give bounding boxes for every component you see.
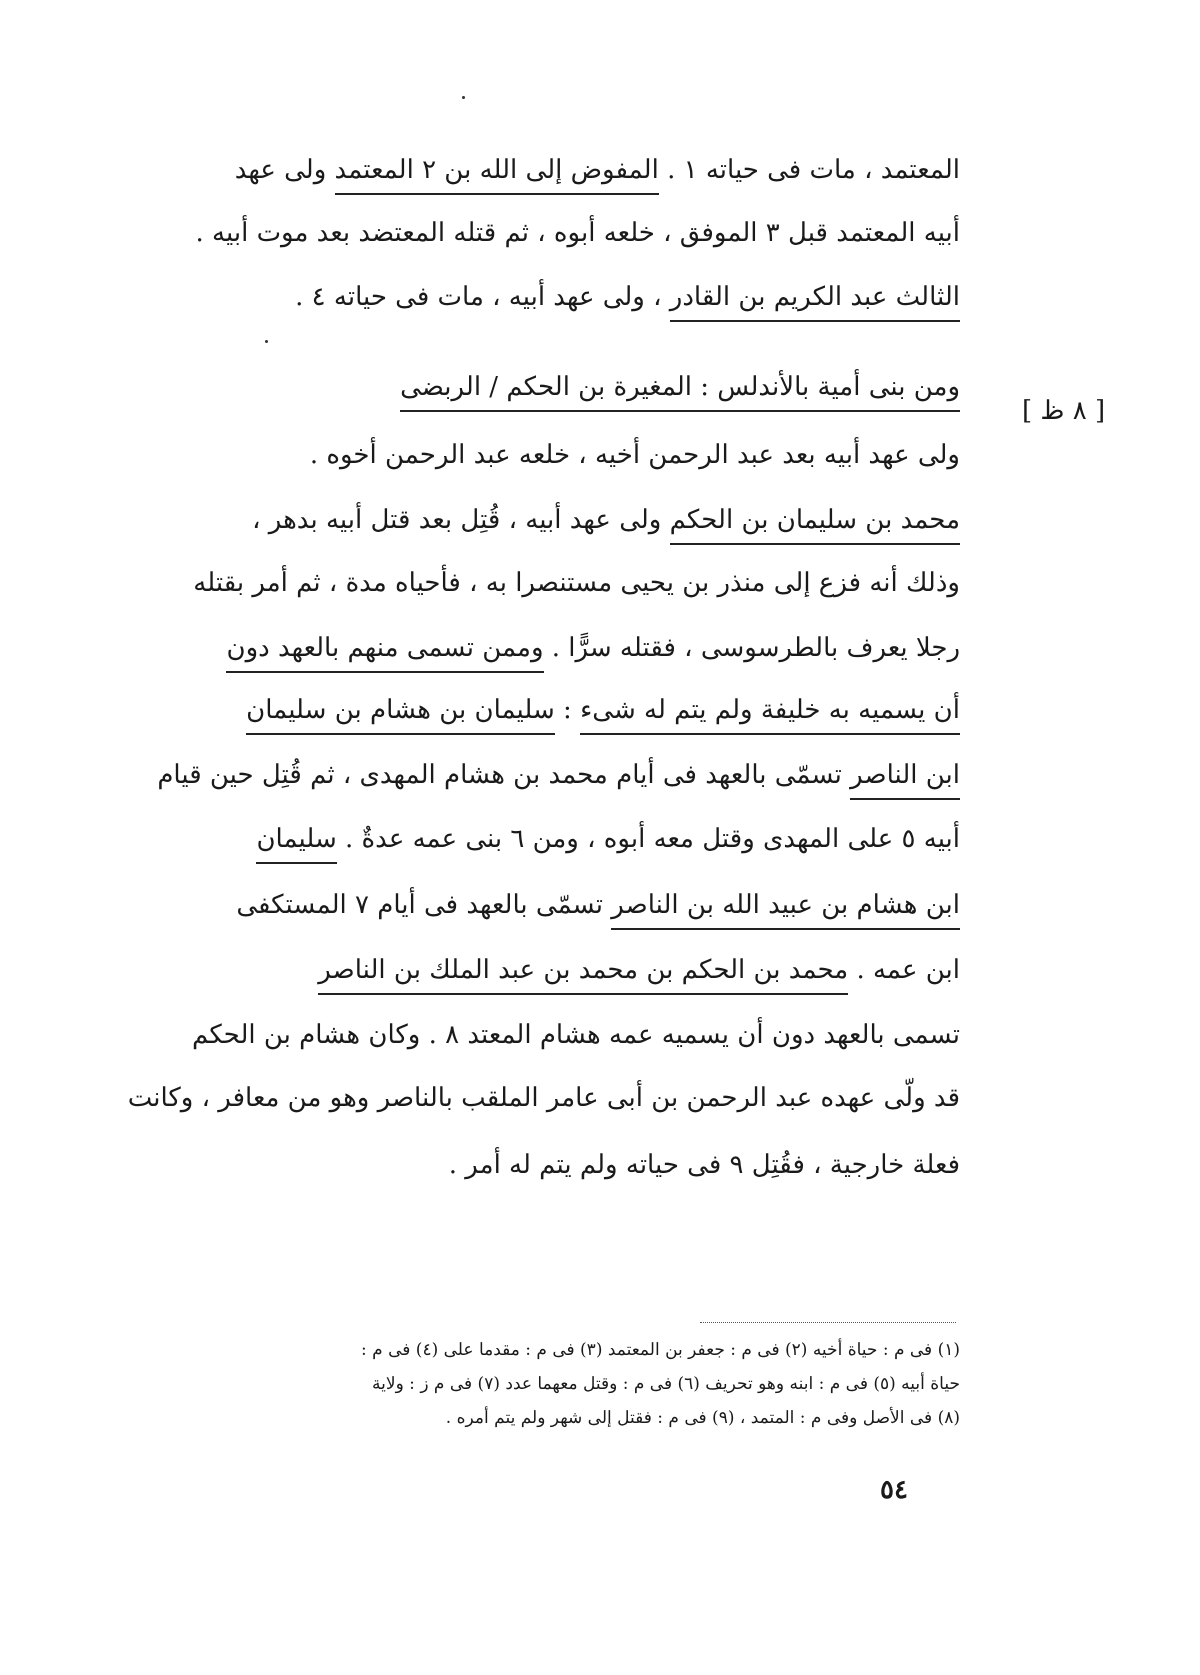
text-line xyxy=(193,568,960,598)
underlined-name: أن يسميه به خليفة ولم يتم له شىء xyxy=(580,695,960,735)
text-line xyxy=(200,695,960,725)
footnote-separator xyxy=(700,1322,956,1323)
footnote-line-1: (١) فى م : حياة أخيه (٢) فى م : جعفر بن المعتمد (٣) فى م : مقدما على (٤) فى م : xyxy=(361,1340,960,1360)
underlined-name: ومن بنى أمية بالأندلس : المغيرة بن الحكم / الربضى xyxy=(400,372,960,412)
text-line xyxy=(200,890,960,920)
text-segment: تسمّى بالعهد فى أيام محمد بن هشام المهدى ، ثم قُتِل حين قيام xyxy=(157,760,851,790)
underlined-name: المفوض إلى الله بن ٢ المعتمد xyxy=(335,155,659,195)
text-line xyxy=(200,372,960,402)
underlined-name: محمد بن سليمان بن الحكم xyxy=(670,505,960,545)
ink-speck xyxy=(265,340,268,343)
text-segment: تسمّى بالعهد فى أيام ٧ المستكفى xyxy=(236,890,612,920)
text-segment: قد ولّى عهده عبد الرحمن بن أبى عامر الملقب بالناصر وهو من معافر ، وكانت xyxy=(127,1083,960,1113)
text-line xyxy=(200,155,960,185)
text-segment: أبيه ٥ على المهدى وقتل معه أبوه ، ومن ٦ بنى عمه عدةٌ . xyxy=(336,824,960,854)
text-line xyxy=(200,282,960,312)
text-line xyxy=(195,218,960,248)
text-line xyxy=(200,955,960,985)
underlined-name: وممن تسمى منهم بالعهد دون xyxy=(226,633,543,673)
text-line xyxy=(192,1020,960,1050)
footnote-line-2: حياة أبيه (٥) فى م : ابنه وهو تحريف (٦) فى م : وقتل معهما عدد (٧) فى م ز : ولاية xyxy=(372,1374,960,1394)
marginal-folio-reference: [ ٨ ظ ] xyxy=(1022,396,1106,426)
underlined-name: ابن الناصر xyxy=(850,760,960,800)
text-segment: ولى عهد xyxy=(234,155,335,185)
text-segment: ، ولى عهد أبيه ، مات فى حياته ٤ . xyxy=(295,282,670,312)
underlined-name: محمد بن الحكم بن محمد بن عبد الملك بن الناصر xyxy=(318,955,848,995)
text-line xyxy=(200,440,960,470)
text-segment: المعتمد ، مات فى حياته xyxy=(697,155,960,185)
footnote-line-3: (٨) فى الأصل وفى م : المتمد ، (٩) فى م : فقتل إلى شهر ولم يتم أمره . xyxy=(445,1408,960,1428)
text-segment: : xyxy=(554,695,581,725)
text-line xyxy=(200,633,960,663)
text-line xyxy=(200,824,960,854)
ink-speck xyxy=(462,96,465,99)
underlined-name: ابن هشام بن عبيد الله بن الناصر xyxy=(611,890,960,930)
page-number: ٥٤ xyxy=(880,1475,908,1505)
text-segment: ابن عمه . xyxy=(848,955,960,985)
text-segment: فعلة خارجية ، فقُتِل ٩ فى حياته ولم يتم له أمر . xyxy=(448,1150,960,1180)
text-segment: ولى عهد أبيه ، قُتِل بعد قتل أبيه بدهر ، xyxy=(252,505,670,535)
underlined-name: الثالث عبد الكريم بن القادر xyxy=(670,282,960,322)
text-segment: ولى عهد أبيه بعد عبد الرحمن أخيه ، خلعه عبد الرحمن أخوه . xyxy=(309,440,960,470)
underlined-name: سليمان xyxy=(256,824,336,864)
text-line xyxy=(200,1150,960,1180)
text-line xyxy=(157,760,960,790)
text-segment: وذلك أنه فزع إلى منذر بن يحيى مستنصرا به ، فأحياه مدة ، ثم أمر بقتله xyxy=(193,568,960,598)
underlined-name: سليمان بن هشام بن سليمان xyxy=(246,695,555,735)
text-segment: أبيه المعتمد قبل ٣ الموفق ، خلعه أبوه ، ثم قتله المعتضد بعد موت أبيه . xyxy=(195,218,960,248)
text-segment: ١ . xyxy=(658,155,698,185)
text-line xyxy=(127,1083,960,1113)
text-segment: رجلا يعرف بالطرسوسى ، فقتله سرًّا . xyxy=(543,633,960,663)
text-segment: تسمى بالعهد دون أن يسميه عمه هشام المعتد ٨ . وكان هشام بن الحكم xyxy=(192,1020,960,1050)
text-line xyxy=(200,505,960,535)
